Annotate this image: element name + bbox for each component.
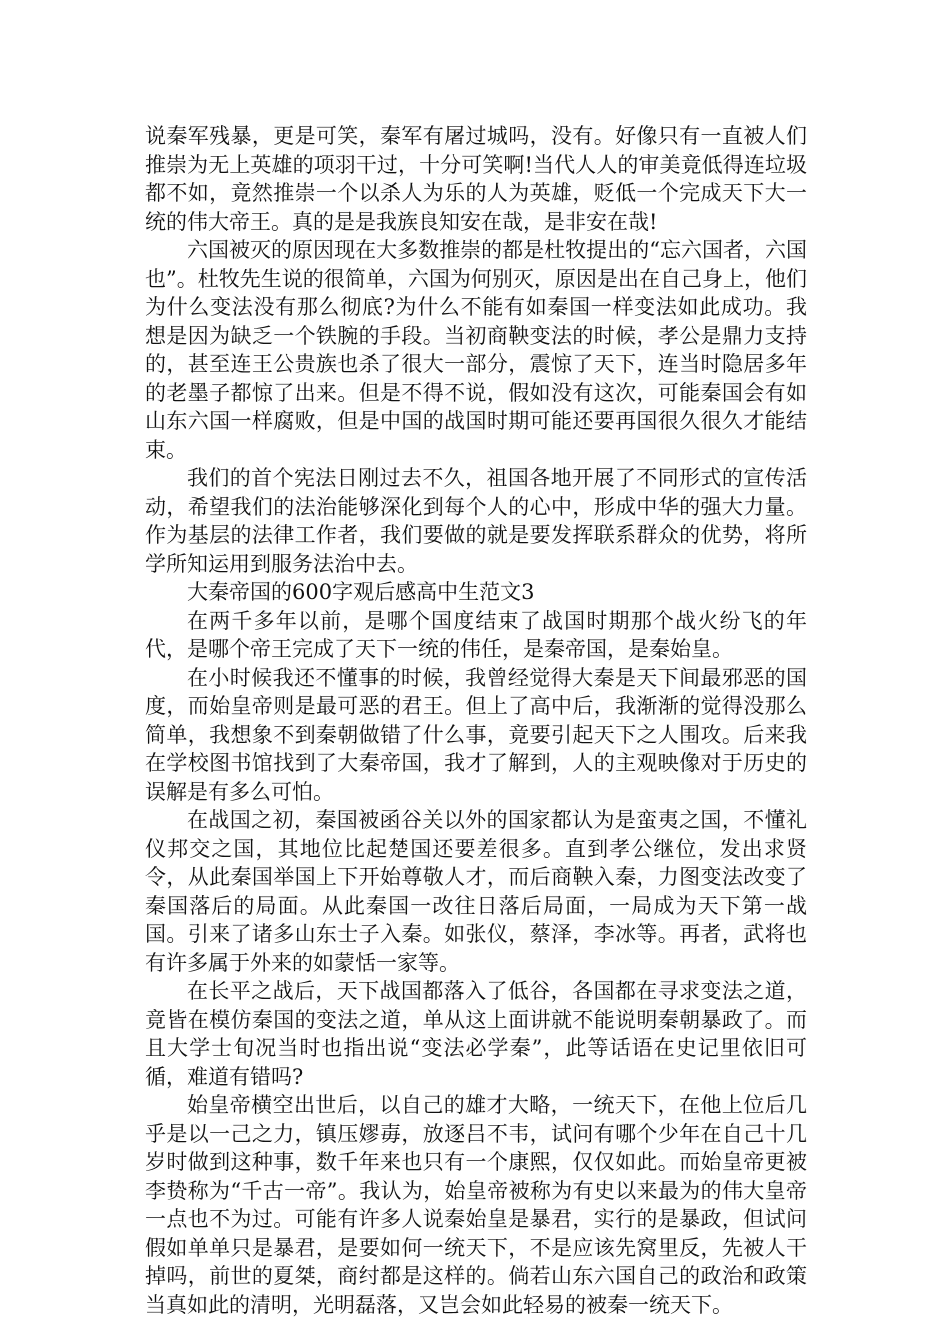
paragraph-3: 我们的首个宪法日刚过去不久，祖国各地开展了不同形式的宣传活动，希望我们的法治能够深化到每个人的心中，形成中华的强大力量。作为基层的法律工作者，我们要做的就是要发挥联系群众的优势，将所学所知运用到服务法治中去。: [145, 466, 807, 576]
paragraph-6: 在战国之初，秦国被函谷关以外的国家都认为是蛮夷之国，不懂礼仪邦交之国，其地位比起楚国还要差很多。直到孝公继位，发出求贤令，从此秦国举国上下开始尊敬人才，而后商鞅入秦，力图变法改变了秦国落后的局面。从此秦国一改往日落后局面，一局成为天下第一战国。引来了诸多山东士子入秦。如张仪，蔡泽，李冰等。再者，武将也有许多属于外来的如蒙恬一家等。: [145, 808, 807, 975]
paragraph-1: 说秦军残暴，更是可笑，秦军有屠过城吗，没有。好像只有一直被人们推崇为无上英雄的项羽干过，十分可笑啊!当代人人的审美竟低得连垃圾都不如，竟然推崇一个以杀人为乐的人为英雄，贬低一个完成天下大一统的伟大帝王。真的是是我族良知安在哉，是非安在哉!: [145, 124, 807, 234]
document-body: [145, 122, 807, 1319]
paragraph-5: 在小时候我还不懂事的时候，我曾经觉得大秦是天下间最邪恶的国度，而始皇帝则是最可恶的君王。但上了高中后，我渐渐的觉得没那么简单，我想象不到秦朝做错了什么事，竟要引起天下之人围攻。后来我在学校图书馆找到了大秦帝国，我才了解到，人的主观映像对于历史的误解是有多么可怕。: [145, 665, 807, 804]
section-heading: 大秦帝国的600字观后感高中生范文3: [187, 580, 535, 604]
paragraph-7: 在长平之战后，天下战国都落入了低谷，各国都在寻求变法之道，竟皆在模仿秦国的变法之道，单从这上面讲就不能说明秦朝暴政了。而且大学士旬况当时也指出说“变法必学秦”，此等话语在史记里依旧可循，难道有错吗?: [145, 979, 807, 1089]
paragraph-4: 在两千多年以前，是哪个国度结束了战国时期那个战火纷飞的年代，是哪个帝王完成了天下一统的伟任，是秦帝国，是秦始皇。: [145, 608, 807, 661]
paragraph-2: 六国被灭的原因现在大多数推崇的都是杜牧提出的“忘六国者，六国也”。杜牧先生说的很简单，六国为何别灭，原因是出在自己身上，他们为什么变法没有那么彻底?为什么不能有如秦国一样变法如此成功。我想是因为缺乏一个铁腕的手段。当初商鞅变法的时候，孝公是鼎力支持的，甚至连王公贵族也杀了很大一部分，震惊了天下，连当时隐居多年的老墨子都惊了出来。但是不得不说，假如没有这次，可能秦国会有如山东六国一样腐败，但是中国的战国时期可能还要再国很久很久才能结束。: [145, 238, 807, 462]
paragraph-8: 始皇帝横空出世后，以自己的雄才大略，一统天下，在他上位后几乎是以一己之力，镇压嫪毐，放逐吕不韦，试问有哪个少年在自己十几岁时做到这种事，数千年来也只有一个康熙，仅仅如此。而始皇帝更被李贽称为“千古一帝”。我认为，始皇帝被称为有史以来最为的伟大皇帝一点也不为过。可能有许多人说秦始皇是暴君，实行的是暴政，但试问假如单单只是暴君，是要如何一统天下，不是应该先窝里反，先被人干掉吗，前世的夏桀，商纣都是这样的。倘若山东六国自己的政治和政策当真如此的清明，光明磊落，又岂会如此轻易的被秦一统天下。: [145, 1093, 807, 1317]
